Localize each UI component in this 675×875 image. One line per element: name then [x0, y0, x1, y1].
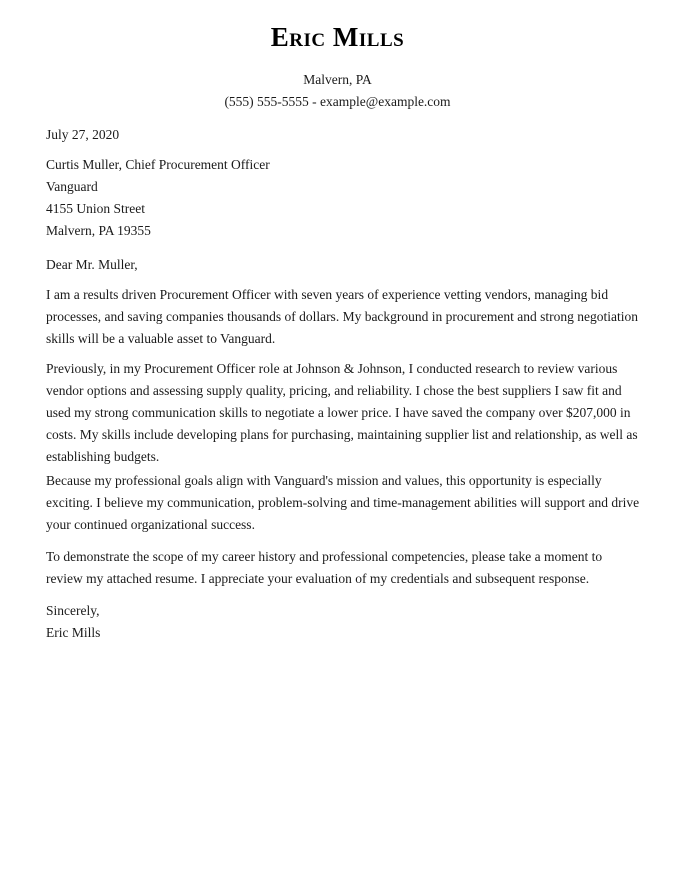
- paragraph-line: review my attached resume. I appreciate your evaluation of my credentials and subsequent response.: [46, 571, 590, 586]
- paragraph-line: Because my professional goals align with Vanguard's mission and values, this opportunity is especially: [46, 473, 602, 488]
- salutation: Dear Mr. Muller,: [46, 257, 138, 272]
- recipient-company: Vanguard: [46, 179, 98, 194]
- paragraph-goals: [46, 470, 640, 536]
- paragraph-line: skills will be a valuable asset to Vanguard.: [46, 331, 276, 346]
- letter-date: July 27, 2020: [46, 127, 120, 142]
- recipient-city-state-zip: Malvern, PA 19355: [46, 223, 151, 238]
- paragraph-line: Previously, in my Procurement Officer role at Johnson & Johnson, I conducted research to review various: [46, 361, 618, 376]
- applicant-name: Eric Mills: [270, 22, 405, 52]
- paragraph-call-to-action: [46, 546, 636, 590]
- recipient-block: [46, 154, 636, 242]
- paragraph-line: establishing budgets.: [46, 449, 160, 464]
- paragraph-line: costs. My skills include developing plans for purchasing, maintaining supplier list and relationship, as well as: [46, 427, 638, 442]
- valediction: Sincerely,: [46, 603, 100, 618]
- paragraph-intro: [46, 284, 636, 350]
- applicant-contact-line: (555) 555-5555 - example@example.com: [224, 94, 451, 109]
- paragraph-line: used my strong communication skills to negotiate a lower price. I have saved the company over $207,000 in: [46, 405, 631, 420]
- paragraph-experience: [46, 358, 636, 468]
- applicant-location: Malvern, PA: [303, 72, 372, 87]
- paragraph-line: vendor options and assessing supply quality, pricing, and reliability. I chose the best suppliers I saw fit and: [46, 383, 622, 398]
- paragraph-line: your continued organizational success.: [46, 517, 255, 532]
- paragraph-line: To demonstrate the scope of my career history and professional competencies, please take a moment to: [46, 549, 603, 564]
- signature-name: Eric Mills: [46, 625, 101, 640]
- recipient-name-title: Curtis Muller, Chief Procurement Officer: [46, 157, 270, 172]
- closing-block: [46, 600, 636, 644]
- paragraph-line: I am a results driven Procurement Officer with seven years of experience vetting vendors, managing bid: [46, 287, 609, 302]
- paragraph-line: processes, and saving companies thousands of dollars. My background in procurement and strong negotiation: [46, 309, 638, 324]
- paragraph-line: exciting. I believe my communication, problem-solving and time-management abilities will support and drive: [46, 495, 640, 510]
- recipient-street: 4155 Union Street: [46, 201, 145, 216]
